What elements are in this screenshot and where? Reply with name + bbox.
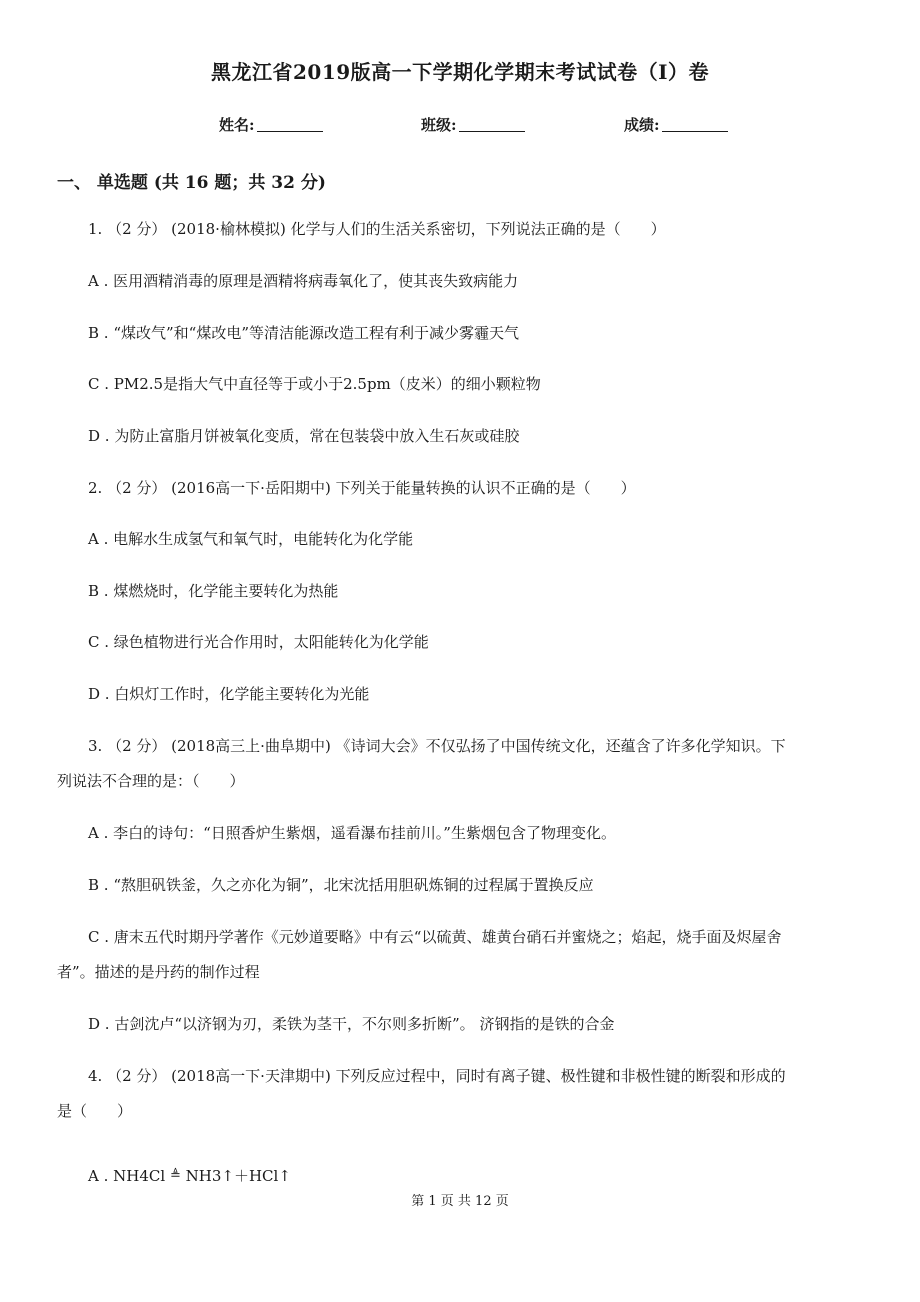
question-3-stem-line1: 3. （2 分） (2018高三上·曲阜期中) 《诗词大会》不仅弘扬了中国传统文化，还蕴含了许多化学知识。下 — [88, 737, 786, 755]
question-3-stem-line2: 列说法不合理的是：（ ） — [57, 772, 245, 790]
class-label: 班级: — [421, 116, 457, 134]
question-3-option-c-line1: C . 唐末五代时期丹学著作《元妙道要略》中有云“以硫黄、雄黄台硝石并蜜烧之；焰起，烧手面及烬屋舍 — [88, 928, 782, 946]
question-2-option-c: C . 绿色植物进行光合作用时，太阳能转化为化学能 — [88, 633, 429, 651]
question-3-option-d: D . 古剑沈卢“以济钢为刃，柔铁为茎干，不尔则多折断”。 济钢指的是铁的合金 — [88, 1015, 615, 1033]
page-title: 黑龙江省2019版高一下学期化学期末考试试卷（I）卷 — [210, 60, 710, 84]
page-footer: 第 1 页 共 12 页 — [411, 1194, 509, 1209]
question-4-stem-line2: 是（ ） — [57, 1102, 133, 1120]
question-2-stem: 2. （2 分） (2016高一下·岳阳期中) 下列关于能量转换的认识不正确的是（ ） — [88, 479, 636, 497]
question-1-option-c: C . PM2.5是指大气中直径等于或小于2.5pm（皮米）的细小颗粒物 — [88, 375, 541, 393]
score-label: 成绩: — [624, 116, 660, 134]
question-1-stem: 1. （2 分） (2018·榆林模拟) 化学与人们的生活关系密切，下列说法正确的是（ ） — [88, 220, 666, 238]
section-heading: 一、 单选题 (共 16 题；共 32 分) — [57, 173, 326, 193]
question-2-option-d: D . 白炽灯工作时，化学能主要转化为光能 — [88, 685, 370, 703]
class-field[interactable] — [421, 114, 525, 135]
name-blank[interactable] — [257, 117, 323, 132]
score-blank[interactable] — [662, 117, 728, 132]
class-blank[interactable] — [459, 117, 525, 132]
question-2-option-a: A . 电解水生成氢气和氧气时，电能转化为化学能 — [88, 530, 414, 548]
question-1-option-b: B . “煤改气”和“煤改电”等清洁能源改造工程有利于减少雾霾天气 — [88, 324, 520, 342]
question-2-option-b: B . 煤燃烧时，化学能主要转化为热能 — [88, 582, 339, 600]
score-field[interactable] — [624, 114, 728, 135]
question-3-option-c-line2: 者”。描述的是丹药的制作过程 — [57, 963, 260, 981]
question-3-option-b: B . “熬胆矾铁釜，久之亦化为铜”，北宋沈括用胆矾炼铜的过程属于置换反应 — [88, 876, 594, 894]
question-3-option-a: A . 李白的诗句：“日照香炉生紫烟，遥看瀑布挂前川。”生紫烟包含了物理变化。 — [88, 824, 616, 842]
question-4-stem-line1: 4. （2 分） (2018高一下·天津期中) 下列反应过程中，同时有离子键、极性键和非极性键的断裂和形成的 — [88, 1067, 786, 1085]
option-a-reactant: A . NH4Cl — [88, 1167, 166, 1185]
option-a-products: NH3↑＋HCl↑ — [185, 1167, 291, 1185]
question-1-option-d: D . 为防止富脂月饼被氧化变质，常在包装袋中放入生石灰或硅胶 — [88, 427, 520, 445]
name-field[interactable] — [219, 114, 323, 135]
heat-condition-icon: ≜ — [169, 1168, 181, 1183]
question-1-option-a: A . 医用酒精消毒的原理是酒精将病毒氧化了，使其丧失致病能力 — [88, 272, 519, 290]
name-label: 姓名: — [219, 116, 255, 134]
question-4-option-a — [88, 1166, 896, 1188]
